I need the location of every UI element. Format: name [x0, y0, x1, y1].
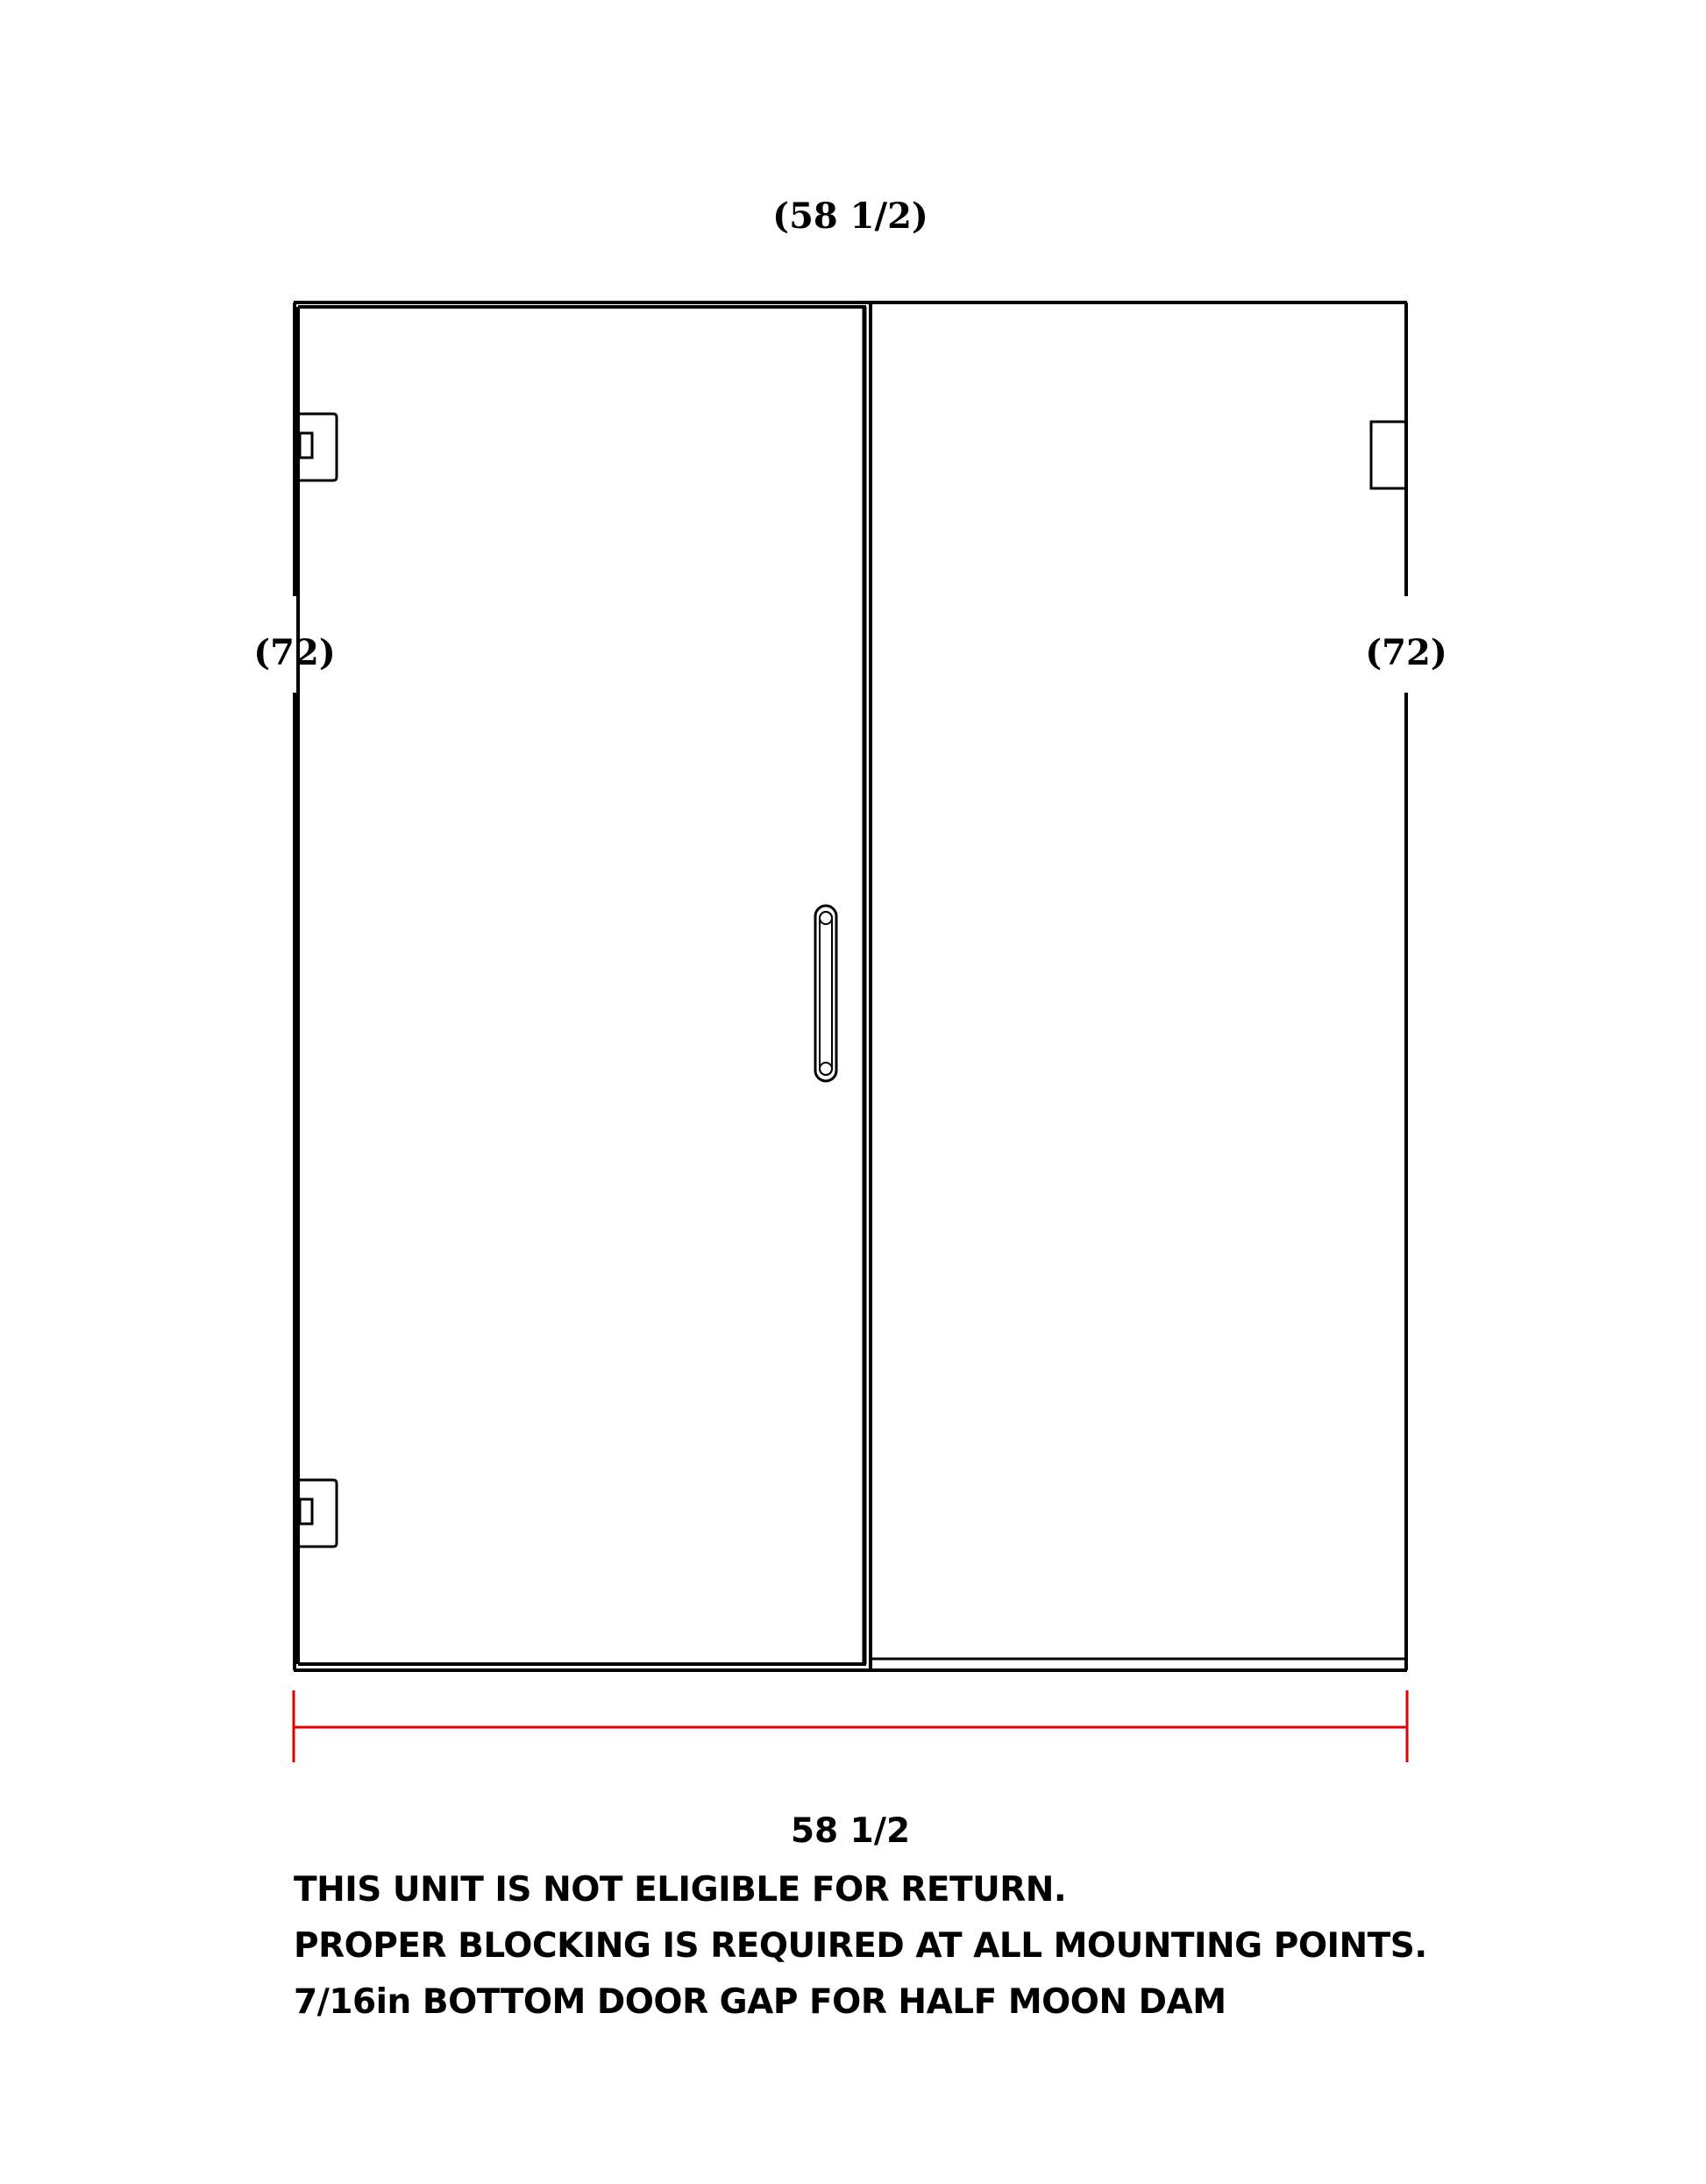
- door-handle: [815, 906, 836, 1081]
- top-width-label: (58 1/2): [772, 196, 928, 237]
- notes-list: [294, 1862, 1609, 2031]
- width-dimension-line: [294, 1690, 1407, 1762]
- door-panel: [298, 307, 866, 1664]
- bottom-width-label: 58 1/2: [790, 1811, 911, 1851]
- note-door-gap: 7/16in BOTTOM DOOR GAP FOR HALF MOON DAM: [294, 1982, 1226, 2022]
- note-blocking: PROPER BLOCKING IS REQUIRED AT ALL MOUNTING POINTS.: [294, 1926, 1427, 1966]
- right-height-label: (72): [1365, 632, 1447, 673]
- note-return-policy: THIS UNIT IS NOT ELIGIBLE FOR RETURN.: [294, 1870, 1067, 1910]
- fixed-panel: [871, 302, 1406, 1670]
- wall-clip: [1371, 422, 1406, 488]
- upper-hinge: [300, 414, 337, 480]
- left-height-label: (72): [253, 632, 336, 673]
- lower-hinge: [300, 1480, 337, 1547]
